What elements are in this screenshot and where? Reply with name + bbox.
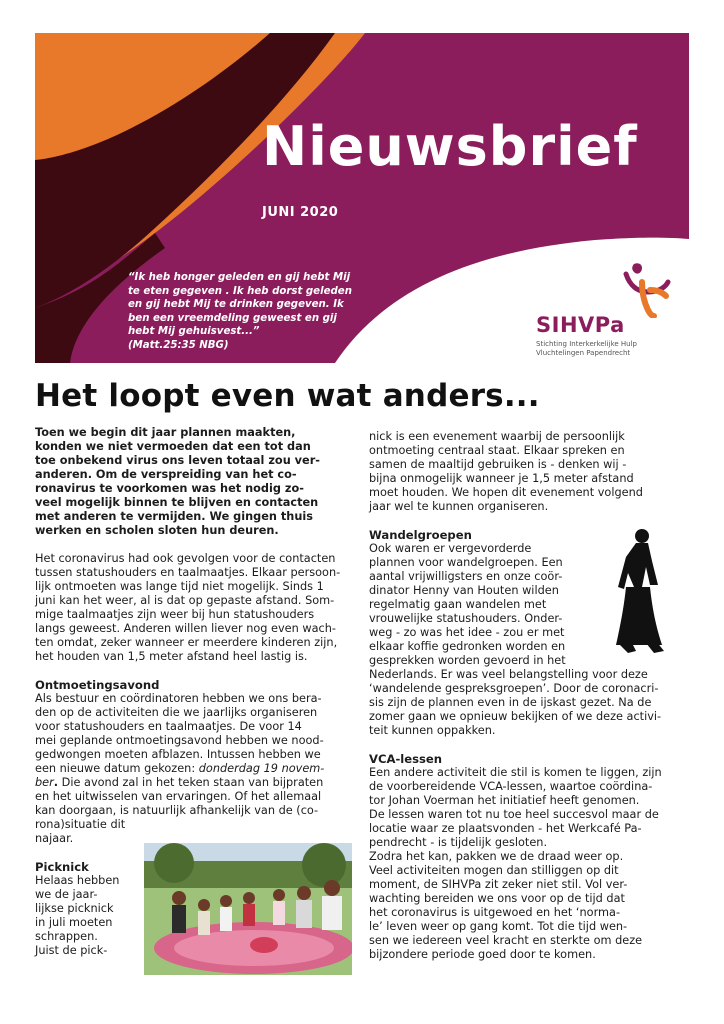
walking-woman-silhouette-icon bbox=[606, 527, 676, 659]
ontmoeting-text-2: Die avond zal in het teken staan van bijpraten en het uitwisselen van ervaringen. Of het allemaal kan doorgaan, is natuurlijk afhankelijk van de (co- rona)situatie dit najaar. bbox=[35, 776, 324, 845]
paragraph-picknick: Helaas hebben we de jaar- lijkse picknick in juli moeten schrappen. Juist de pick- bbox=[35, 874, 120, 957]
heading-picknick: Picknick bbox=[35, 860, 89, 874]
paragraph-contacts: Het coronavirus had ook gevolgen voor de contacten tussen statushouders en taalmaatjes. Elkaar persoon- lijk ontmoeten was lange tijd niet mogelijk. Sinds 1 juni kan het weer, al is dat op gepaste afstand. Som- mige taalmaatjes zijn weer bij hun statushouders langs geweest. Anderen willen liever nog even wach- ten omdat, zeker wanneer er meerdere kinderen zijn, het houden van 1,5 meter afstand heel lastig is. bbox=[35, 552, 341, 663]
paragraph-picknick-continued: nick is een evenement waarbij de persoonlijk ontmoeting centraal staat. Elkaar spreken en samen de maaltijd gebruiken is - denken wij - bijna onmogelijk wanneer je 1,5 meter afstand moet houden. We hopen dit evenement volgend jaar wel te kunnen organiseren. bbox=[369, 430, 643, 513]
picnic-photo bbox=[144, 843, 352, 975]
bible-quote: “Ik heb honger geleden en gij hebt Mij te eten gegeven . Ik heb dorst geleden en gij hebt Mij te drinken gegeven. Ik ben een vreemdeling geweest en gij hebt Mij gehuisvest...” (Matt.25:35 NBG) bbox=[128, 272, 352, 351]
column-right bbox=[369, 430, 691, 962]
newsletter-title: Nieuwsbrief bbox=[262, 115, 638, 178]
lead-paragraph: Toen we begin dit jaar plannen maakten, konden we niet vermoeden dat een tot dan toe onbekend virus ons leven totaal zou ver- anderen. Om de verspreiding van het co- ronavirus te voorkomen was het nodig zo- veel mogelijk binnen te blijven en contacten met anderen te vermijden. We gingen thuis werken en scholen sloten hun deuren. bbox=[35, 426, 320, 537]
paragraph-ontmoetingsavond bbox=[35, 692, 349, 846]
logo-subtitle: Stichting Interkerkelijke Hulp Vluchtelingen Papendrecht bbox=[536, 340, 638, 357]
logo-name: SIHVPa bbox=[536, 313, 625, 337]
ontmoeting-date: donderdag 19 novem- ber bbox=[35, 762, 325, 789]
ontmoeting-dot: . bbox=[53, 776, 59, 789]
sihvpa-logo-icon bbox=[620, 262, 672, 322]
paragraph-wandelgroepen: Ook waren er vergevorderde plannen voor wandelgroepen. Een aantal vrijwilligsters en onze coör- dinator Henny van Houten wilden regelmatig gaan wandelen met vrouwelijke statushouders. Onder- weg - zo was het idee - zou er met elkaar koffie gedronken worden en gesprekken worden gevoerd in het Nederlands. Er was veel belangstelling voor deze ‘wandelende gespreksgroepen’. Door de coronacri- sis zijn de plannen even in de ijskast gezet. Na de zomer gaan we opnieuw bekijken of we deze activi- teit kunnen oppakken. bbox=[369, 542, 662, 737]
ontmoeting-text-1: Als bestuur en coördinatoren hebben we ons bera- den op de activiteiten die we jaarlijks organiseren voor statushouders en taalmaatjes. De voor 14 mei geplande ontmoetingsavond hebben we nood- gedwongen moeten afblazen. Intussen hebben we een nieuwe datum gekozen: bbox=[35, 692, 324, 775]
heading-vca-lessen: VCA-lessen bbox=[369, 752, 443, 766]
heading-ontmoetingsavond: Ontmoetingsavond bbox=[35, 678, 160, 692]
issue-date: JUNI 2020 bbox=[262, 205, 339, 220]
heading-wandelgroepen: Wandelgroepen bbox=[369, 528, 472, 542]
article-headline: Het loopt even wat anders... bbox=[35, 378, 540, 414]
paragraph-vca-lessen: Een andere activiteit die stil is komen te liggen, zijn de voorbereidende VCA-lessen, waartoe coördina- tor Johan Voerman het initiatief heeft genomen. De lessen waren tot nu toe heel succesvol maar de locatie waar ze plaatsvonden - het Werkcafé Pa- pendrecht - is tijdelijk gesloten. Zodra het kan, pakken we de draad weer op. Veel activiteiten mogen dan stilliggen op dit moment, de SIHVPa zit zeker niet stil. Vol ver- wachting bereiden we ons voor op de tijd dat het coronavirus is uitgewoed en het ‘norma- le’ leven weer op gang komt. Tot die tijd wen- sen we iedereen veel kracht en sterkte om deze bijzondere periode goed door te komen. bbox=[369, 766, 662, 961]
